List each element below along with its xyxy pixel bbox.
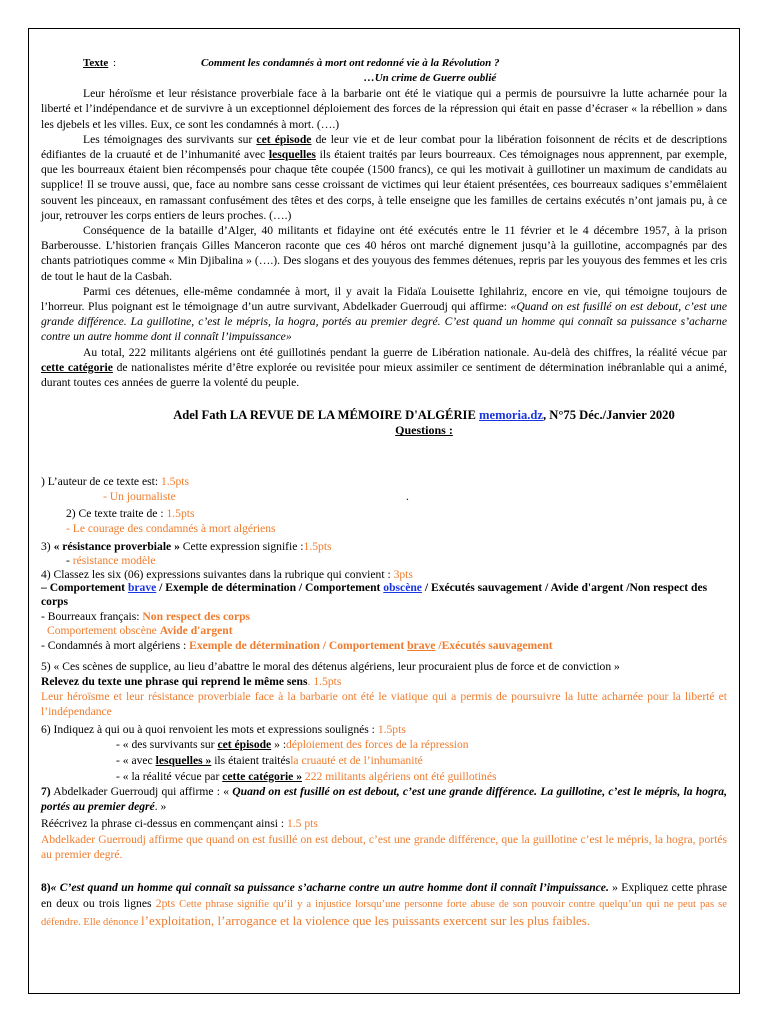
q7-quote: Quand on est fusillé on est debout, c’est une grande différence. La guillotine, c’est le mépris, la hogra, portés au premier degré: [41, 785, 727, 813]
paragraph-5: [41, 345, 727, 391]
q4-list-text: / Exemple de détermination / Comportement: [156, 581, 384, 594]
answer-7: Abdelkader Guerroudj affirme que quand on est fusillé on est debout, c’est une grande différence, que la guillotine c’est le mépris, la hogra, portés au premier degré.: [41, 833, 727, 861]
q4-r3-label: - Condamnés à mort algériens :: [41, 639, 190, 652]
q6-i2-text: - « avec: [116, 754, 156, 767]
question-3: [41, 539, 727, 554]
q4-list: [41, 581, 727, 609]
texte-label: Texte: [83, 57, 109, 69]
question-2: [66, 506, 706, 521]
q6-i1-underlined: cet épisode: [217, 738, 272, 751]
q2-answer: - Le courage des condamnés à mort algériens: [66, 522, 276, 535]
paragraph-3: Conséquence de la bataille d’Alger, 40 militants et fidayine ont été exécutés entre le 11 février et le 4 décembre 1957, à la prison Barberousse. L’historien français Gilles Manceron raconte que ces 40 héros ont marché dignement jusqu’à la guillotine, accompagnés par des chants patriotiques comme « Min Djibalina » (….). Des slogans et des youyous des femmes détenues, repris par les youyous des femmes et les cris de tout le haut de la Casbah.: [41, 224, 727, 283]
q1-dot: .: [406, 490, 409, 503]
q6-i2-underlined: lesquelles »: [155, 754, 212, 767]
q1-text: ) L’auteur de ce texte est:: [41, 475, 161, 488]
texte-colon: :: [113, 57, 117, 69]
q4-r3-brave: brave: [407, 639, 436, 652]
answer-3: - résistance modèle: [66, 554, 156, 567]
underlined-lesquelles: lesquelles: [268, 148, 316, 162]
q6-item-2: [116, 753, 716, 768]
q6-i3-answer: 222 militants algériens ont été guillotinés: [302, 770, 497, 783]
paragraph-2: [41, 132, 727, 223]
q7-text: Abdelkader Guerroudj qui affirme : «: [50, 785, 233, 798]
q4-r2-label: Comportement obscène: [47, 624, 160, 637]
underlined-categorie: cette catégorie: [41, 360, 113, 374]
q4-points: 3pts: [393, 568, 413, 581]
paragraph-1: Leur héroïsme et leur résistance proverbiale face à la barbarie ont été le viatique qui a permis de poursuivre la lutte acharnée pour la liberté et l’indépendance et de survivre à un exceptionnel déploiement des forces de la répression qui était en passe d’écraser « la rébellion » dans les djebels et les villes. Eux, ce sont les condamnés à mort. (….): [41, 87, 727, 131]
questions-heading: Questions :: [395, 423, 453, 438]
q3-text: Cette expression signifie :: [179, 540, 304, 553]
question-4: [41, 567, 727, 582]
q2-points: 1.5pts: [166, 507, 195, 520]
q8-points: 2pts: [155, 897, 176, 910]
q1-answer: - Un journaliste: [103, 490, 176, 503]
q4-r1-label: - Bourreaux français:: [41, 610, 143, 623]
q3-num: 3): [41, 540, 54, 553]
p4-text: Parmi ces détenues, elle-même condamnée à mort, il y avait la Fidaïa Louisette Ighilahriz, encore en vie, qui témoigne toujours de l’horreur. Plus poignant est le témoignage d’un autre survivant, Abdelkader Guerroudj qui affirme:: [41, 284, 727, 314]
q4-row-3: [41, 638, 727, 653]
q4-r3-answer: Exemple de détermination / Comportement: [189, 639, 408, 652]
question-6: [41, 722, 727, 737]
q6-i1-text: » :: [271, 738, 287, 751]
q8-quote: « C’est quand un homme qui connaît sa puissance s’acharne contre un autre homme dont il connaît l’impuissance.: [50, 881, 609, 894]
q5-points: . 1.5pts: [307, 675, 342, 688]
q6-item-3: [116, 769, 716, 784]
q4-r2-answer: Avide d'argent: [159, 624, 233, 637]
p2-text: Les témoignages des survivants sur: [83, 132, 257, 146]
p2-text: ils étaient traités par leurs bourreaux. Ces témoignages nous apprennent, par exemple, que les bourreaux étaient bien récompensés pour chaque tête coupée (1500 francs), ce qui les motivait à guillotiner un maximum de candidats au supplice! Il se trouve aussi, que, face au nombre sans cesse croissant de victimes qui leur étaient présentées, ces bourreaux sadiques s’emmêlaient souvent les pinceaux, en ramassant confusément des têtes et des corps, à telle enseigne que les familles de certains exécutés n’ont jamais pu, à ce jour, retrouver les corps entiers de leurs proches. (….): [41, 148, 728, 222]
q3-points: 1.5pts: [303, 540, 332, 553]
source-text: Adel Fath LA REVUE DE LA MÉMOIRE D'ALGÉRIE: [173, 408, 479, 423]
q6-points: 1.5pts: [377, 723, 406, 736]
q4-text: 4) Classez les six (06) expressions suivantes dans la rubrique qui convient :: [41, 568, 394, 581]
q3-quote: « résistance proverbiale »: [53, 540, 180, 553]
answer-5: Leur héroïsme et leur résistance proverbiale face à la barbarie ont été le viatique qui a permis de poursuivre la lutte acharnée pour la liberté et l’indépendance: [41, 690, 727, 718]
q4-list-text: – Comportement: [41, 581, 128, 594]
underlined-episode: cet épisode: [256, 132, 312, 146]
paragraph-4: [41, 284, 727, 345]
q4-brave: brave: [127, 581, 157, 594]
q7-instr: Réécrivez la phrase ci-dessus en commençant ainsi :: [41, 817, 287, 830]
q6-i3-text: - « la réalité vécue par: [116, 770, 223, 783]
text-subtitle: …Un crime de Guerre oublié: [363, 72, 497, 84]
q8-num: 8): [41, 881, 51, 894]
title-row: [41, 56, 727, 71]
source-link[interactable]: memoria.dz: [479, 408, 543, 423]
q6-text: 6) Indiquez à qui ou à quoi renvoient les mots et expressions soulignés :: [41, 723, 378, 736]
q3-answer: résistance modèle: [72, 554, 156, 567]
question-5: 5) « Ces scènes de supplice, au lieu d’abattre le moral des détenus algériens, leur procuraient plus de force et de conviction »: [41, 660, 620, 673]
q4-row-1: [41, 609, 727, 624]
question-8: [41, 880, 727, 931]
q6-i2-text: ils étaient traités: [211, 754, 291, 767]
question-1: [41, 474, 727, 489]
q8-text: » Expliquez cette phrase en deux ou trois lignes: [41, 881, 727, 910]
p2-text: de leur vie et de leur combat pour la libération foisonnent de récits et de descriptions édifiantes de la cruauté et de l’inhumanité avec: [41, 132, 727, 162]
q5-instruction: [41, 674, 727, 689]
q4-list-text: / Exécutés sauvagement / Avide d'argent /Non respect des corps: [41, 581, 708, 608]
source-issue: , N°75 Déc./Janvier 2020: [543, 408, 675, 423]
q7-end: . »: [154, 800, 167, 813]
q4-r1-answer: Non respect des corps: [142, 610, 251, 623]
q4-obscene: obscène: [383, 581, 422, 594]
q6-item-1: [116, 737, 716, 752]
text-section: [41, 56, 727, 439]
q6-i3-underlined: cette catégorie »: [222, 770, 303, 783]
answer-1: [103, 489, 703, 504]
q7-points: 1.5 pts: [286, 817, 318, 830]
q6-i1-answer: déploiement des forces de la répression: [286, 738, 469, 751]
q8-answer-emphasis: l’exploitation, l’arrogance et la violence que les puissants exercent sur les plus faibles.: [141, 913, 591, 928]
p4-quote: «Quand on est fusillé on est debout, c’est une grande différence. La guillotine, c’est le mépris, la hogra, portés au premier degré. C’est quand un homme qui connaît sa puissance s’acharne contre un autre homme dont il connaît l’impuissance»: [41, 300, 727, 344]
q7-num: 7): [41, 785, 51, 798]
q5-instr: Relevez du texte une phrase qui reprend le même sens: [41, 675, 308, 688]
q1-points: 1.5pts: [160, 475, 189, 488]
question-7: [41, 784, 727, 814]
p5-text: Au total, 222 militants algériens ont été guillotinés pendant la guerre de Libération nationale. Au-delà des chiffres, la réalité vécue par: [83, 345, 727, 359]
q7-instruction: [41, 816, 727, 831]
q8-answer: Cette phrase signifie qu’il y a injustice lorsqu’une personne forte abuse de son pouvoir contre quelqu’un qui ne peut pas se défendre. Elle dénonce: [41, 899, 727, 928]
text-title: Comment les condamnés à mort ont redonné vie à la Révolution ?: [201, 57, 500, 69]
q4-row-2: [47, 623, 733, 638]
q2-text: 2) Ce texte traite de :: [66, 507, 167, 520]
source-line: [121, 408, 727, 423]
p5-text: de nationalistes mérite d’être explorée ou revisitée pour mieux assimiler ce sentiment de détermination inébranlable qui a animé, durant toutes ces années de guerre la volenté du peuple.: [41, 360, 727, 390]
q6-i1-text: - « des survivants sur: [116, 738, 218, 751]
q4-r3-answer-end: /Exécutés sauvagement: [435, 639, 553, 652]
q6-i2-answer: la cruauté et de l’inhumanité: [290, 754, 423, 767]
answer-2: [66, 521, 706, 536]
